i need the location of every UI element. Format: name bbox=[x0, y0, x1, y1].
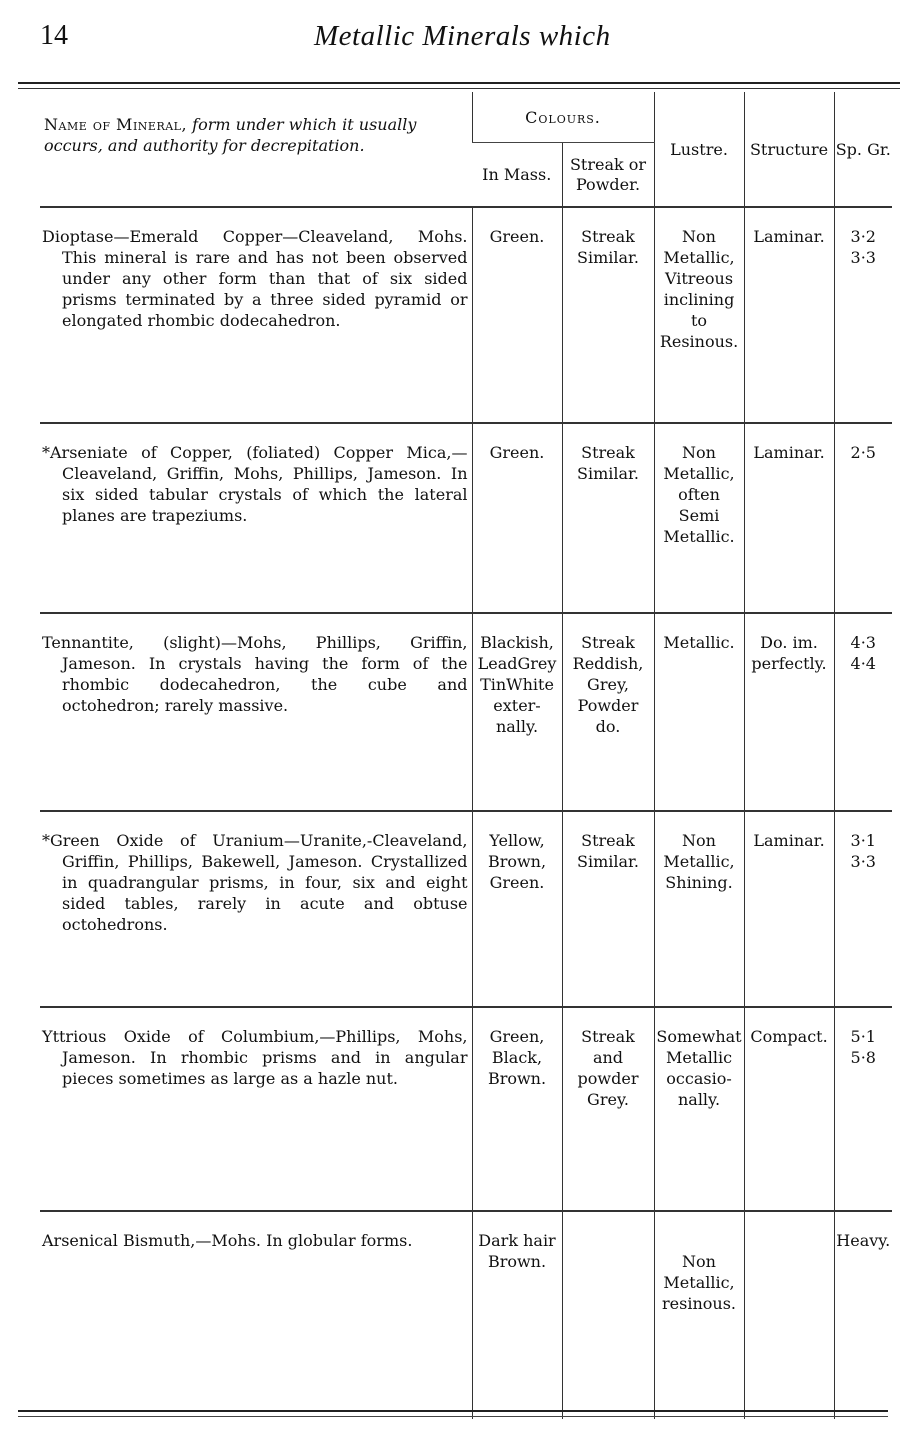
in-mass-cell bbox=[472, 613, 562, 811]
mineral-description: Yttrious Oxide of Columbium,—Phillips, Mohs, Jameson. In rhombic prisms and in angular pieces sometimes as large as a hazle nut. bbox=[42, 1027, 468, 1088]
streak-or-powder-cell bbox=[562, 207, 654, 423]
structure-line: perfectly. bbox=[751, 654, 827, 673]
in-mass-line: LeadGrey bbox=[477, 654, 557, 673]
mineral-description: *Green Oxide of Uranium—Uranite,-Cleaveland, Griffin, Phillips, Bakewell, Jameson. Crystallized in quadrangular prisms, in four, six and eight sided tables, rarely in acute and obtuse octohedrons. bbox=[42, 831, 468, 934]
streak-or-powder-line: Grey, bbox=[587, 675, 629, 694]
structure-line: Laminar. bbox=[753, 227, 825, 246]
structure-line: Laminar. bbox=[753, 831, 825, 850]
lustre-line: Metallic bbox=[665, 1048, 733, 1067]
lustre-line bbox=[655, 1230, 744, 1251]
table-row bbox=[40, 1007, 892, 1211]
specific-gravity-line: 2·5 bbox=[850, 443, 876, 462]
header-structure bbox=[744, 92, 834, 207]
structure-line: Compact. bbox=[750, 1027, 828, 1046]
in-mass-cell bbox=[472, 811, 562, 1007]
streak-or-powder-line: Streak bbox=[581, 831, 635, 850]
header-in-mass-label: In Mass. bbox=[482, 164, 552, 184]
in-mass-line: Yellow, bbox=[489, 831, 545, 850]
in-mass-line: Green, bbox=[489, 1027, 545, 1046]
in-mass-line: TinWhite bbox=[480, 675, 554, 694]
in-mass-cell bbox=[472, 423, 562, 613]
specific-gravity-cell bbox=[834, 1007, 892, 1211]
mineral-description: Dioptase—Emerald Copper—Cleaveland, Mohs. This mineral is rare and has not been observed under any other form than that of six sided prisms terminated by a three sided pyramid or elongated rhombic dodecahedron. bbox=[42, 227, 468, 330]
lustre-cell bbox=[654, 207, 744, 423]
streak-or-powder-line: Reddish, bbox=[572, 654, 644, 673]
lustre-cell bbox=[654, 811, 744, 1007]
specific-gravity-line: 3·2 bbox=[850, 227, 876, 246]
header-in-mass bbox=[472, 143, 562, 207]
in-mass-line: Brown, bbox=[487, 852, 547, 871]
running-head: Metallic Minerals which bbox=[314, 20, 611, 52]
mineral-description: Arsenical Bismuth,—Mohs. In globular forms. bbox=[42, 1231, 413, 1250]
lustre-line: Vitreous bbox=[664, 269, 734, 288]
top-rule bbox=[18, 82, 900, 84]
specific-gravity-cell bbox=[834, 811, 892, 1007]
lustre-line: Non bbox=[682, 227, 716, 246]
mineral-description-cell bbox=[40, 811, 472, 1007]
mineral-description: Tennantite, (slight)—Mohs, Phillips, Griffin, Jameson. In crystals having the form of the rhombic dodecahedron, the cube and octohedron; rarely massive. bbox=[42, 633, 468, 715]
header-name-label: Name of Mineral, bbox=[44, 115, 188, 134]
lustre-line: Metallic, bbox=[663, 464, 735, 483]
specific-gravity-cell bbox=[834, 613, 892, 811]
mineral-description: *Arseniate of Copper, (foliated) Copper Mica,—Cleaveland, Griffin, Mohs, Phillips, Jameson. In six sided tabular crystals of which the lateral planes are trapeziums. bbox=[42, 443, 468, 525]
table-row bbox=[40, 613, 892, 811]
header-sp-gr bbox=[834, 92, 892, 207]
lustre-line: Shining. bbox=[665, 873, 733, 892]
streak-or-powder-cell bbox=[562, 423, 654, 613]
structure-cell bbox=[744, 1007, 834, 1211]
streak-or-powder-line: do. bbox=[595, 717, 621, 736]
specific-gravity-line: 5·1 bbox=[850, 1027, 876, 1046]
in-mass-line: Blackish, bbox=[480, 633, 554, 652]
specific-gravity-line: 4·3 bbox=[850, 633, 876, 652]
bottom-rule-thin bbox=[18, 1416, 888, 1417]
lustre-line: Non bbox=[682, 1252, 716, 1271]
in-mass-line: Brown. bbox=[487, 1069, 547, 1088]
mineral-description-cell bbox=[40, 207, 472, 423]
lustre-line: inclining bbox=[663, 290, 735, 309]
streak-or-powder-cell bbox=[562, 1211, 654, 1419]
lustre-cell bbox=[654, 423, 744, 613]
streak-or-powder-line: Streak bbox=[581, 1027, 635, 1046]
lustre-line: Non bbox=[682, 443, 716, 462]
structure-cell bbox=[744, 811, 834, 1007]
specific-gravity-line: 5·8 bbox=[850, 1048, 876, 1067]
lustre-line: nally. bbox=[677, 1090, 721, 1109]
table-row bbox=[40, 423, 892, 613]
in-mass-cell bbox=[472, 1007, 562, 1211]
lustre-line: Resinous. bbox=[659, 332, 739, 351]
streak-or-powder-line: Similar. bbox=[577, 248, 639, 267]
header-lustre bbox=[654, 92, 744, 207]
header-colours bbox=[472, 92, 654, 143]
lustre-line: to bbox=[690, 311, 708, 330]
mineral-description-cell bbox=[40, 613, 472, 811]
top-rule-thin bbox=[18, 88, 900, 89]
mineral-description-cell bbox=[40, 1007, 472, 1211]
specific-gravity-line: 3·3 bbox=[850, 852, 876, 871]
in-mass-line: exter- bbox=[493, 696, 541, 715]
lustre-cell bbox=[654, 1007, 744, 1211]
header-name-description: form under which it usually occurs, and authority for decrepitation. bbox=[44, 115, 417, 155]
specific-gravity-cell bbox=[834, 1211, 892, 1419]
mineral-description-cell bbox=[40, 1211, 472, 1419]
lustre-cell bbox=[654, 613, 744, 811]
streak-or-powder-cell bbox=[562, 613, 654, 811]
streak-or-powder-line: Similar. bbox=[577, 464, 639, 483]
mineral-description-cell bbox=[40, 423, 472, 613]
streak-or-powder-line: Streak bbox=[581, 633, 635, 652]
lustre-line: Metallic, bbox=[663, 1273, 735, 1292]
bottom-rule bbox=[18, 1410, 888, 1412]
in-mass-cell bbox=[472, 1211, 562, 1419]
structure-cell bbox=[744, 613, 834, 811]
in-mass-line: Dark hair bbox=[478, 1231, 556, 1250]
streak-or-powder-line: and bbox=[592, 1048, 624, 1067]
specific-gravity-line: Heavy. bbox=[836, 1231, 891, 1250]
in-mass-line: Black, bbox=[491, 1048, 543, 1067]
lustre-line: Non bbox=[682, 831, 716, 850]
structure-cell bbox=[744, 207, 834, 423]
lustre-line: Metallic. bbox=[663, 633, 735, 652]
header-lustre-label: Lustre. bbox=[670, 139, 728, 159]
header-streak-line2: Powder. bbox=[575, 174, 641, 194]
specific-gravity-line: 4·4 bbox=[850, 654, 876, 673]
lustre-line: occasio- bbox=[666, 1069, 732, 1088]
lustre-line: Somewhat bbox=[656, 1027, 742, 1046]
table-row bbox=[40, 1211, 892, 1419]
page-number: 14 bbox=[40, 20, 68, 51]
streak-or-powder-line: powder bbox=[577, 1069, 639, 1088]
in-mass-line: Green. bbox=[489, 443, 545, 462]
in-mass-line: Green. bbox=[489, 873, 545, 892]
specific-gravity-line: 3·1 bbox=[850, 831, 876, 850]
lustre-line: Metallic, bbox=[663, 852, 735, 871]
header-structure-label: Structure bbox=[749, 139, 829, 159]
streak-or-powder-line: Powder bbox=[577, 696, 639, 715]
table-row bbox=[40, 811, 892, 1007]
table-body bbox=[40, 207, 892, 1419]
streak-or-powder-line: Streak bbox=[581, 227, 635, 246]
lustre-line: resinous. bbox=[662, 1294, 736, 1313]
structure-line: Do. im. bbox=[760, 633, 818, 652]
in-mass-line: Green. bbox=[489, 227, 545, 246]
header-sp-gr-label: Sp. Gr. bbox=[835, 139, 891, 159]
structure-cell bbox=[744, 423, 834, 613]
specific-gravity-line: 3·3 bbox=[850, 248, 876, 267]
lustre-line: Metallic. bbox=[663, 527, 735, 546]
in-mass-line: Brown. bbox=[487, 1252, 547, 1271]
structure-line: Laminar. bbox=[753, 443, 825, 462]
streak-or-powder-cell bbox=[562, 811, 654, 1007]
header-colours-label: Colours. bbox=[525, 107, 601, 127]
streak-or-powder-cell bbox=[562, 1007, 654, 1211]
streak-or-powder-line: Similar. bbox=[577, 852, 639, 871]
specific-gravity-cell bbox=[834, 423, 892, 613]
in-mass-line: nally. bbox=[495, 717, 539, 736]
header-name-of-mineral bbox=[40, 92, 472, 207]
specific-gravity-cell bbox=[834, 207, 892, 423]
lustre-line: Metallic, bbox=[663, 248, 735, 267]
lustre-cell bbox=[654, 1211, 744, 1419]
streak-or-powder-line: Streak bbox=[581, 443, 635, 462]
header-streak-line1: Streak or bbox=[569, 154, 647, 174]
table-row bbox=[40, 207, 892, 423]
lustre-line: often bbox=[678, 485, 720, 504]
structure-cell bbox=[744, 1211, 834, 1419]
lustre-line: Semi bbox=[678, 506, 720, 525]
minerals-table bbox=[40, 92, 892, 1419]
streak-or-powder-line: Grey. bbox=[587, 1090, 629, 1109]
in-mass-cell bbox=[472, 207, 562, 423]
header-streak-or-powder bbox=[562, 143, 654, 207]
